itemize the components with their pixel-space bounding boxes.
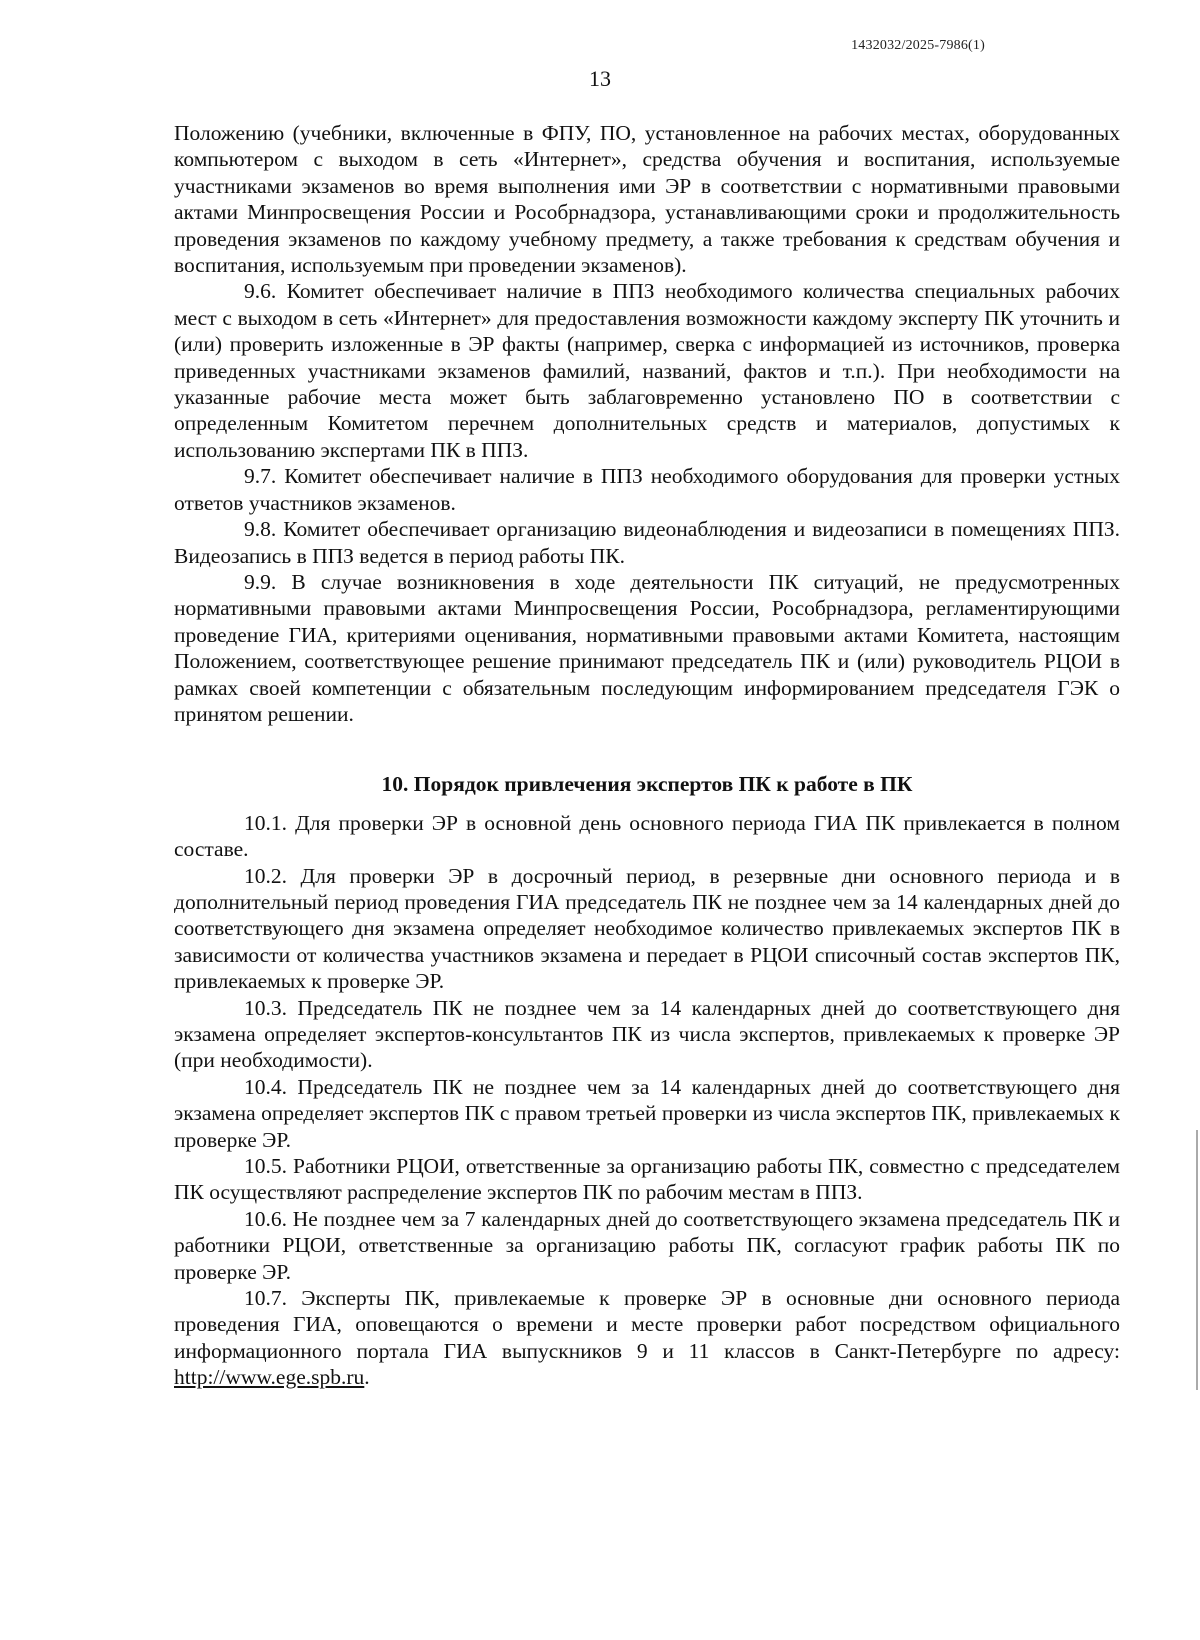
ege-portal-link[interactable]: http://www.ege.spb.ru — [174, 1365, 365, 1390]
document-registration-number: 1432032/2025-7986(1) — [851, 38, 985, 53]
paragraph-10-7-text: 10.7. Эксперты ПК, привлекаемые к проверке ЭР в основные дни основного периода проведения ГИА, оповещаются о времени и месте проверки работ посредством официального информационного портала ГИА выпускников 9 и 11 классов в Санкт-Петербурге по адресу: — [174, 1286, 1120, 1363]
section-heading-10: 10. Порядок привлечения экспертов ПК к работе в ПК — [381, 772, 913, 797]
paragraph-10-4: 10.4. Председатель ПК не позднее чем за 14 календарных дней до соответствующего дня экзамена определяет экспертов ПК с правом третьей проверки из числа экспертов ПК, привлекаемых к проверке ЭР. — [174, 1074, 1120, 1152]
paragraph-10-1: 10.1. Для проверки ЭР в основной день основного периода ГИА ПК привлекается в полном составе. — [174, 810, 1120, 862]
document-body — [174, 120, 1120, 1391]
paragraph-9-8: 9.8. Комитет обеспечивает организацию видеонаблюдения и видеозаписи в помещениях ППЗ. Видеозапись в ППЗ ведется в период работы ПК. — [174, 517, 1120, 568]
paragraph-10-3: 10.3. Председатель ПК не позднее чем за 14 календарных дней до соответствующего дня экзамена определяет экспертов-консультантов ПК из числа экспертов, привлекаемых к проверке ЭР (при необходимости). — [174, 995, 1120, 1073]
paragraph-10-7-end: . — [364, 1365, 370, 1390]
paragraph-9-9: 9.9. В случае возникновения в ходе деятельности ПК ситуаций, не предусмотренных нормативными правовыми актами Минпросвещения России, Рособрнадзора, регламентирующими проведение ГИА, критериями оценивания, нормативными правовыми актами Комитета, настоящим Положением, соответствующее решение принимают председатель ПК и (или) руководитель РЦОИ в рамках своей компетенции с обязательным последующим информированием председателя ГЭК о принятом решении. — [174, 569, 1120, 726]
paragraph-continuation: Положению (учебники, включенные в ФПУ, ПО, установленное на рабочих местах, оборудованных компьютером с выходом в сеть «Интернет», средства обучения и воспитания, используемые участниками экзаменов во время выполнения ими ЭР в соответствии с нормативными правовыми актами Минпросвещения России и Рособрнадзора, устанавливающими сроки и продолжительность проведения экзаменов по каждому учебному предмету, а также требования к средствам обучения и воспитания, используемым при проведении экзаменов). — [174, 121, 1120, 278]
scan-edge-mark — [1196, 1130, 1198, 1390]
paragraph-10-7 — [174, 1285, 1120, 1391]
page-number: 13 — [589, 66, 611, 91]
paragraph-10-6: 10.6. Не позднее чем за 7 календарных дней до соответствующего экзамена председатель ПК и работники РЦОИ, ответственные за организацию работы ПК, согласуют график работы ПК по проверке ЭР. — [174, 1206, 1120, 1284]
paragraph-10-2: 10.2. Для проверки ЭР в досрочный период, в резервные дни основного периода и в дополнительный период проведения ГИА председатель ПК не позднее чем за 14 календарных дней до соответствующего дня экзамена определяет необходимое количество привлекаемых экспертов ПК в зависимости от количества участников экзамена и передает в РЦОИ списочный состав экспертов ПК, привлекаемых к проверке ЭР. — [174, 863, 1120, 994]
paragraph-9-7: 9.7. Комитет обеспечивает наличие в ППЗ необходимого оборудования для проверки устных ответов участников экзаменов. — [174, 464, 1120, 515]
paragraph-10-5: 10.5. Работники РЦОИ, ответственные за организацию работы ПК, совместно с председателем ПК осуществляют распределение экспертов ПК по рабочим местам в ППЗ. — [174, 1154, 1120, 1205]
paragraph-9-6: 9.6. Комитет обеспечивает наличие в ППЗ необходимого количества специальных рабочих мест с выходом в сеть «Интернет» для предоставления возможности каждому эксперту ПК уточнить и (или) проверить изложенные в ЭР факты (например, сверка с информацией из источников, проверка приведенных участниками экзаменов фамилий, названий, фактов и т.п.). При необходимости на указанные рабочие места может быть заблаговременно установлено ПО в соответствии с определенным Комитетом перечнем дополнительных средств и материалов, допустимых к использованию экспертами ПК в ППЗ. — [174, 279, 1120, 462]
